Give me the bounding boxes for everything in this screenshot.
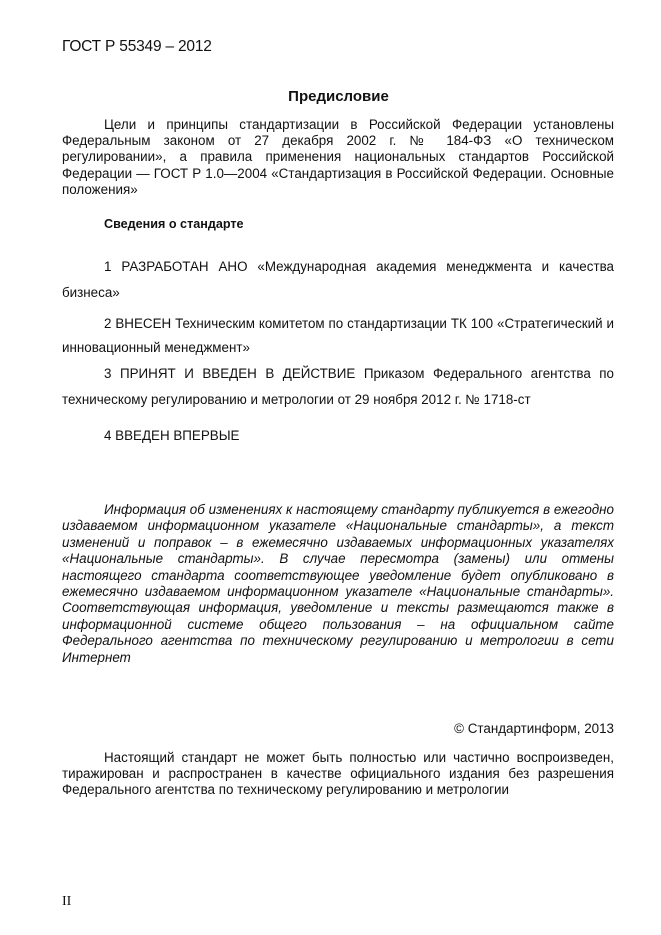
intro-paragraph: Цели и принципы стандартизации в Российской Федерации установлены Федеральным законом от 27 декабря 2002 г. № 184-ФЗ «О техническом регулировании», а правила применения национальных стандартов Российской Федерации — ГОСТ Р 1.0—2004 «Стандартизация в Российской Федерации. Основные положения» [62, 117, 614, 197]
amendments-notice: Информация об изменениях к настоящему стандарту публикуется в ежегодно издаваемом информационном указателе «Национальные стандарты», а текст изменений и поправок – в ежемесячно издаваемых информационных указателях «Национальные стандарты». В случае пересмотра (замены) или отмены настоящего стандарта соответствующее уведомление будет опубликовано в ежемесячно издаваемом информационном указателе «Национальные стандарты». Соответствующая информация, уведомление и тексты размещаются также в информационной системе общего пользования – на официальном сайте Федерального агентства по техническому регулированию и метрологии в сети Интернет [62, 502, 614, 665]
reproduction-notice: Настоящий стандарт не может быть полностью или частично воспроизведен, тиражирован и распространен в качестве официального издания без разрешения Федерального агентства по техническому регулированию и метрологии [62, 750, 614, 798]
page-title: Предисловие [288, 88, 389, 105]
info-item-submitted: 2 ВНЕСЕН Техническим комитетом по стандартизации ТК 100 «Стратегический и инновационный менеджмент» [62, 316, 614, 355]
section-heading: Сведения о стандарте [104, 217, 244, 231]
copyright-line: © Стандартинформ, 2013 [454, 721, 614, 736]
info-item-adopted: 3 ПРИНЯТ И ВВЕДЕН В ДЕЙСТВИЕ Приказом Федерального агентства по техническому регулированию и метрологии от 29 ноября 2012 г. № 1718-ст [62, 366, 614, 407]
info-item-introduced: 4 ВВЕДЕН ВПЕРВЫЕ [104, 428, 240, 443]
page-number: II [62, 894, 72, 909]
info-item-developed: 1 РАЗРАБОТАН АНО «Международная академия менеджмента и качества бизнеса» [62, 259, 614, 300]
document-header-code: ГОСТ Р 55349 – 2012 [62, 38, 212, 55]
